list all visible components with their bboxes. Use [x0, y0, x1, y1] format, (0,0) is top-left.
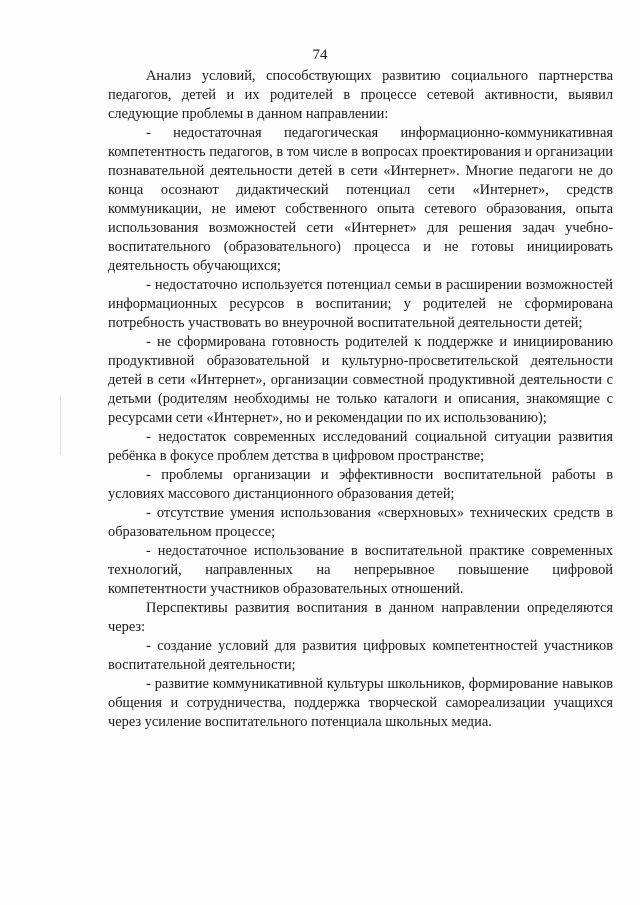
page-body: [108, 67, 613, 732]
list-item: - отсутствие умения использования «сверхновых» технических средств в образовательном процессе;: [108, 505, 613, 540]
list-item: - не сформирована готовность родителей к поддержке и инициированию продуктивной образовательной и культурно-просветительской деятельности детей в сети «Интернет», организации совместной продуктивной деятельности с детьми (родителям необходимы не только каталоги и описания, знакомящие с ресурсами сети «Интернет», но и рекомендации по их использованию);: [108, 334, 613, 426]
list-item: - проблемы организации и эффективности воспитательной работы в условиях массового дистанционного образования детей;: [108, 467, 613, 502]
list-item: - недостаток современных исследований социальной ситуации развития ребёнка в фокусе проблем детства в цифровом пространстве;: [108, 429, 613, 464]
paragraph-intro: Анализ условий, способствующих развитию социального партнерства педагогов, детей и их родителей в процессе сетевой активности, выявил следующие проблемы в данном направлении:: [108, 68, 613, 122]
scan-margin-mark: [60, 395, 61, 455]
list-item: - недостаточное использование в воспитательной практике современных технологий, направленных на непрерывное повышение цифровой компетентности участников образовательных отношений.: [108, 543, 613, 597]
paragraph-perspectives: Перспективы развития воспитания в данном направлении определяются через:: [108, 600, 613, 635]
page-number: 74: [312, 47, 328, 63]
list-item: - недостаточная педагогическая информационно-коммуникативная компетентность педагогов, в том числе в вопросах проектирования и организации познавательной деятельности детей в сети «Интернет». Многие педагоги не до конца осознают дидактический потенциал сети «Интернет», средств коммуникации, не имеют собственного опыта сетевого образования, опыта использования возможностей сети «Интернет» для решения задач учебно-воспитательного (образовательного) процесса и не готовы инициировать деятельность обучающихся;: [108, 125, 613, 274]
list-item: - развитие коммуникативной культуры школьников, формирование навыков общения и сотрудничества, поддержка творческой самореализации учащихся через усиление воспитательного потенциала школьных медиа.: [108, 676, 613, 730]
list-item: - создание условий для развития цифровых компетентностей участников воспитательной деятельности;: [108, 638, 613, 673]
list-item: - недостаточно используется потенциал семьи в расширении возможностей информационных ресурсов в воспитании; у родителей не сформирована потребность участвовать во внеурочной воспитательной деятельности детей;: [108, 277, 613, 331]
